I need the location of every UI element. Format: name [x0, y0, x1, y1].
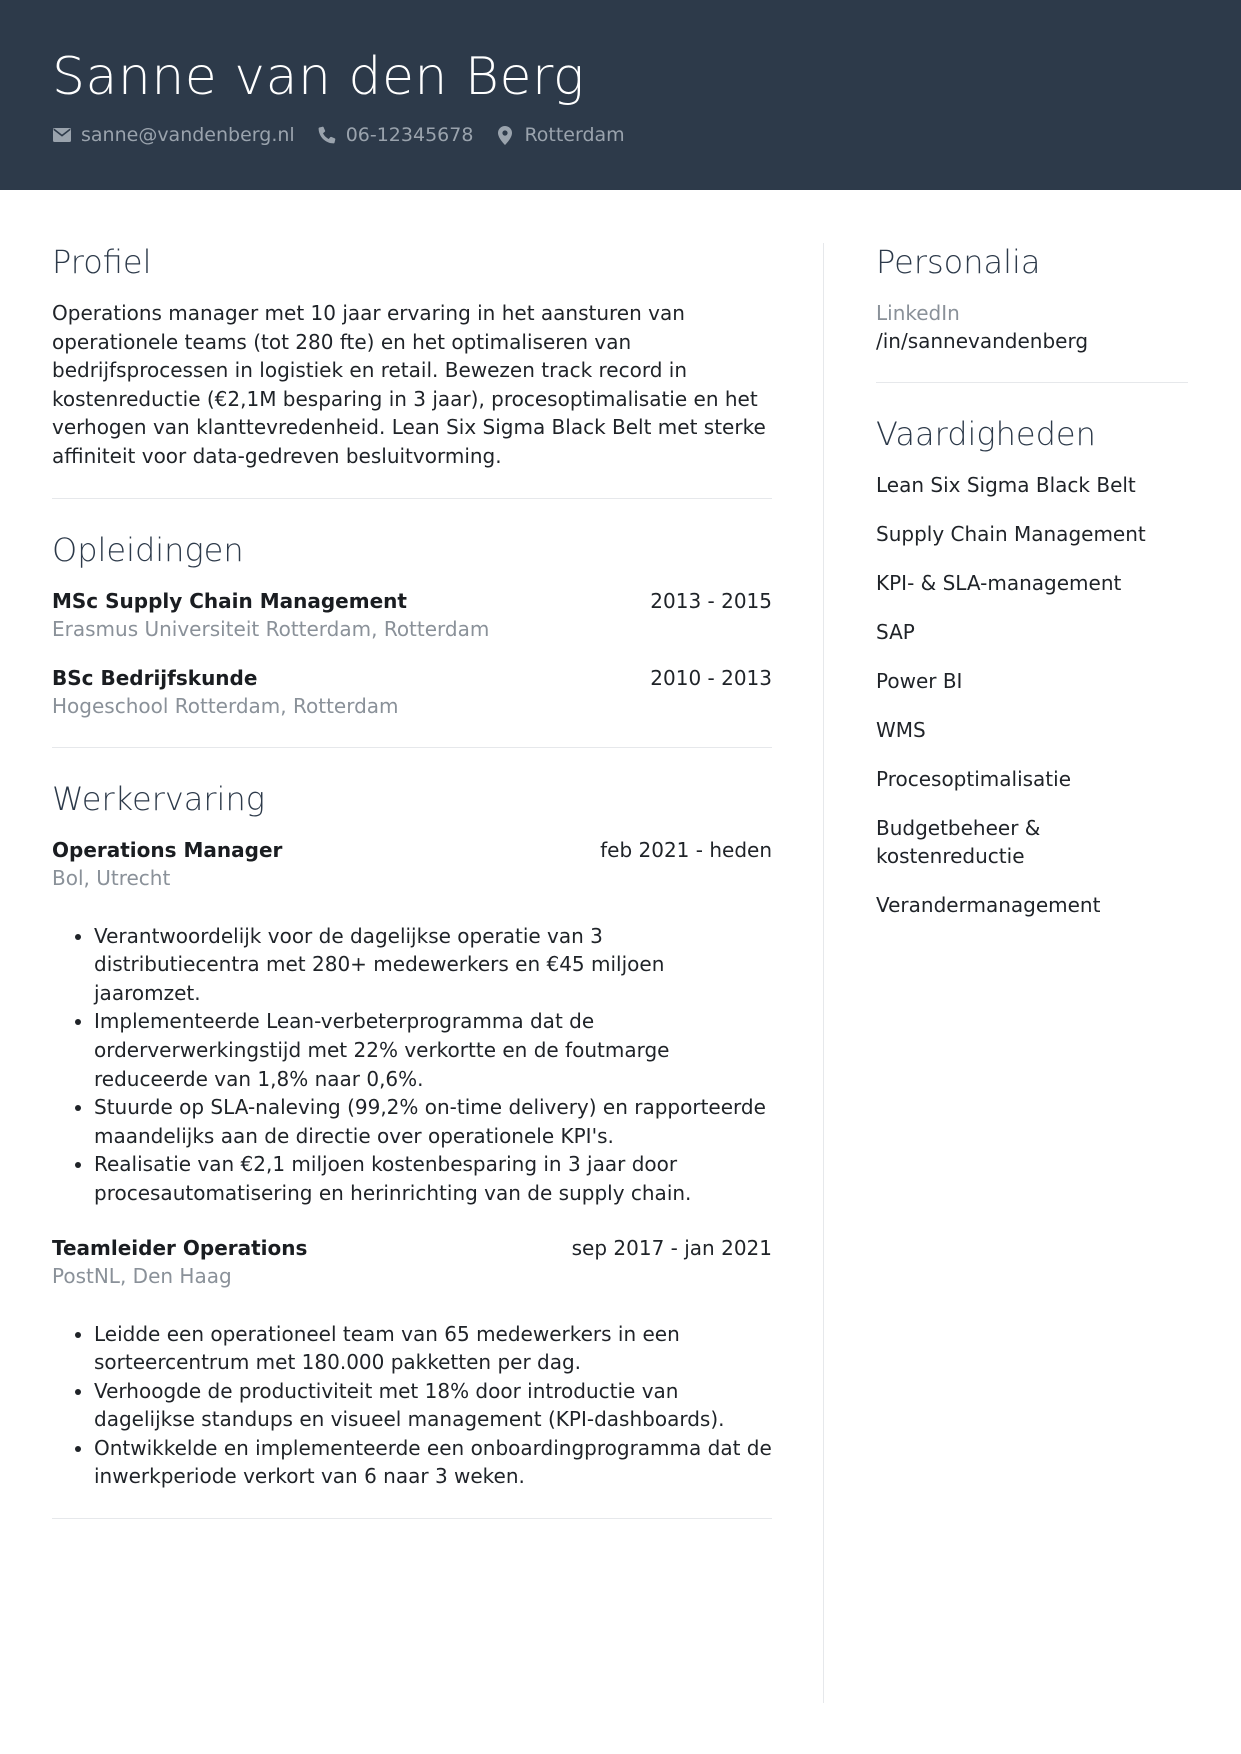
profile-text: Operations manager met 10 jaar ervaring in het aansturen van operationele teams (tot 280 fte) en het optimaliseren van bedrijfsprocessen in logistiek en retail. Bewezen track record in kostenreductie (€2,1M besparing in 3 jaar), procesoptimalisatie en het verhogen van klanttevredenheid. Lean Six Sigma Black Belt met sterke affiniteit voor data-gedreven besluitvorming.	[52, 301, 766, 468]
company-name: Bol, Utrecht	[52, 865, 171, 890]
job-period: feb 2021 - heden	[600, 837, 772, 862]
skill-item: WMS	[876, 718, 926, 742]
section-divider	[52, 747, 772, 748]
email-text: sanne@vandenberg.nl	[81, 124, 295, 146]
job-bullet: • Verantwoordelijk voor de dagelijkse operatie van 3 distributiecentra met 280+ medewerkers en €45 miljoen jaaromzet.	[94, 922, 772, 1008]
section-divider	[876, 382, 1188, 383]
job-bullet: • Stuurde op SLA-naleving (99,2% on-time delivery) en rapporteerde maandelijks aan de directie over operationele KPI's.	[94, 1093, 772, 1150]
skills-title: Vaardigheden	[876, 415, 1096, 453]
experience-section	[52, 780, 772, 1492]
phone-text: 06-12345678	[345, 124, 474, 146]
job-bullet: • Verhoogde de productiviteit met 18% door introductie van dagelijkse standups en visueel management (KPI-dashboards).	[94, 1377, 772, 1434]
skill-item: KPI- & SLA-management	[876, 571, 1122, 595]
education-period: 2010 - 2013	[650, 665, 772, 690]
skill-item: SAP	[876, 620, 915, 644]
skills-section	[876, 415, 1188, 919]
education-item	[52, 664, 772, 720]
section-divider	[52, 498, 772, 499]
education-item	[52, 587, 772, 643]
degree-title: BSc Bedrijfskunde	[52, 665, 258, 690]
experience-item	[52, 1234, 772, 1492]
linkedin-label: LinkedIn	[876, 301, 960, 325]
contact-email[interactable]	[52, 124, 295, 146]
location-text: Rotterdam	[524, 124, 625, 146]
job-title: Operations Manager	[52, 837, 283, 862]
job-bullet: • Implementeerde Lean-verbeterprogramma dat de orderverwerkingstijd met 22% verkortte en de foutmarge reduceerde van 1,8% naar 0,6%.	[94, 1007, 772, 1093]
skill-item: Supply Chain Management	[876, 522, 1146, 546]
profile-title: Profiel	[52, 243, 152, 281]
contact-phone[interactable]	[317, 124, 474, 146]
contact-bar	[52, 124, 1189, 146]
profile-section	[52, 243, 772, 471]
phone-icon	[317, 125, 337, 145]
personal-title: Personalia	[876, 243, 1041, 281]
degree-title: MSc Supply Chain Management	[52, 588, 407, 613]
candidate-name: Sanne van den Berg	[52, 47, 585, 107]
skill-item: Procesoptimalisatie	[876, 767, 1072, 791]
job-bullet: • Realisatie van €2,1 miljoen kostenbesparing in 3 jaar door procesautomatisering en herinrichting van de supply chain.	[94, 1150, 772, 1207]
education-period: 2013 - 2015	[650, 588, 772, 613]
job-bullet: • Ontwikkelde en implementeerde een onboardingprogramma dat de inwerkperiode verkort van 6 naar 3 weken.	[94, 1434, 772, 1491]
company-name: PostNL, Den Haag	[52, 1263, 232, 1288]
personal-section	[876, 243, 1188, 355]
contact-location	[495, 124, 624, 146]
side-column	[876, 243, 1188, 940]
experience-item	[52, 836, 772, 1208]
job-bullet: • Leidde een operationeel team van 65 medewerkers in een sorteercentrum met 180.000 pakketten per dag.	[94, 1320, 772, 1377]
skill-item: Power BI	[876, 669, 963, 693]
experience-title: Werkervaring	[52, 779, 265, 818]
school-name: Erasmus Universiteit Rotterdam, Rotterdam	[52, 616, 490, 641]
education-title: Opleidingen	[52, 530, 244, 569]
job-bullets	[52, 1320, 772, 1492]
education-section	[52, 531, 772, 720]
envelope-icon	[52, 125, 72, 145]
job-period: sep 2017 - jan 2021	[571, 1235, 772, 1260]
main-column	[52, 243, 772, 1551]
section-divider	[52, 1518, 772, 1519]
job-title: Teamleider Operations	[52, 1235, 308, 1260]
linkedin-link[interactable]: /in/sannevandenberg	[876, 329, 1089, 353]
skill-item: Verandermanagement	[876, 893, 1101, 917]
job-bullets	[52, 922, 772, 1208]
skill-item: Budgetbeheer & kostenreductie	[876, 816, 1041, 868]
resume-header	[0, 0, 1241, 190]
column-divider	[823, 243, 824, 1703]
map-pin-icon	[495, 125, 515, 145]
skill-item: Lean Six Sigma Black Belt	[876, 473, 1136, 497]
school-name: Hogeschool Rotterdam, Rotterdam	[52, 693, 399, 718]
